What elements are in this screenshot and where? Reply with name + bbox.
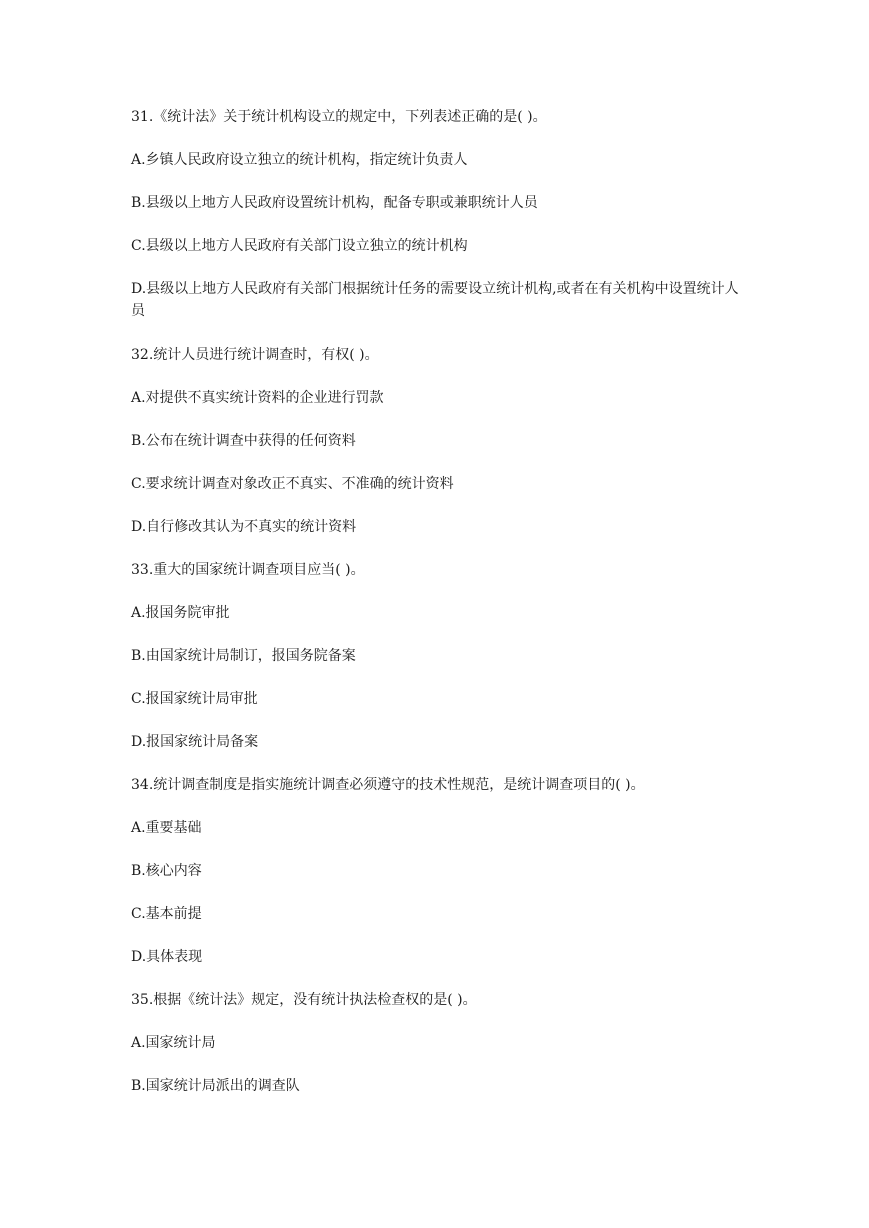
question-31-option-d: D.县级以上地方人民政府有关部门根据统计任务的需要设立统计机构,或者在有关机构中设置统计人员 [131, 281, 739, 319]
question-33-option-b: B.由国家统计局制订，报国务院备案 [131, 648, 356, 664]
question-34-stem: 34.统计调查制度是指实施统计调查必须遵守的技术性规范，是统计调查项目的( )。 [131, 777, 645, 793]
question-32-option-d: D.自行修改其认为不真实的统计资料 [131, 519, 357, 535]
question-32-option-c: C.要求统计调查对象改正不真实、不准确的统计资料 [131, 476, 454, 492]
question-34-option-a: A.重要基础 [131, 820, 202, 836]
question-33-option-c: C.报国家统计局审批 [131, 691, 258, 707]
question-32-option-a: A.对提供不真实统计资料的企业进行罚款 [131, 390, 384, 406]
question-34-option-c: C.基本前提 [131, 906, 202, 922]
question-34-option-b: B.核心内容 [131, 863, 202, 879]
question-31-stem: 31.《统计法》关于统计机构设立的规定中，下列表述正确的是( )。 [131, 109, 547, 125]
question-34-option-d: D.具体表现 [131, 949, 203, 965]
question-35-stem: 35.根据《统计法》规定，没有统计执法检查权的是( )。 [131, 992, 477, 1008]
question-32-stem: 32.统计人员进行统计调查时，有权( )。 [131, 347, 379, 363]
question-35-option-b: B.国家统计局派出的调查队 [131, 1078, 300, 1094]
question-33-stem: 33.重大的国家统计调查项目应当( )。 [131, 562, 365, 578]
question-31-option-a: A.乡镇人民政府设立独立的统计机构，指定统计负责人 [131, 152, 468, 168]
question-33-option-d: D.报国家统计局备案 [131, 734, 259, 750]
question-31-option-b: B.县级以上地方人民政府设置统计机构，配备专职或兼职统计人员 [131, 195, 538, 211]
question-32-option-b: B.公布在统计调查中获得的任何资料 [131, 433, 356, 449]
question-31-option-c: C.县级以上地方人民政府有关部门设立独立的统计机构 [131, 238, 468, 254]
question-35-option-a: A.国家统计局 [131, 1035, 216, 1051]
question-33-option-a: A.报国务院审批 [131, 605, 230, 621]
